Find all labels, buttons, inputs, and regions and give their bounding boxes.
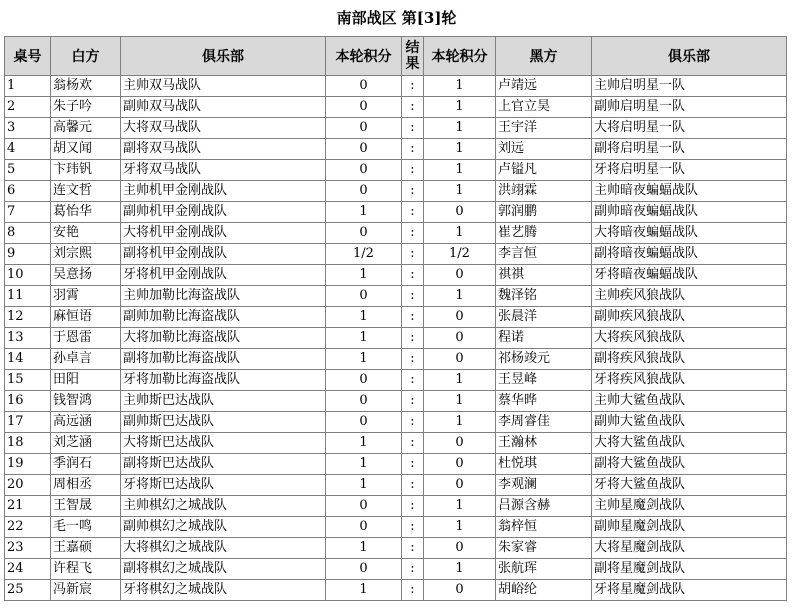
table-row bbox=[5, 223, 787, 244]
cell-white-score: 0 bbox=[326, 412, 402, 433]
cell-black-score: 0 bbox=[424, 454, 496, 475]
header-score-black: 本轮积分 bbox=[424, 37, 496, 76]
cell-white-player: 于恩雷 bbox=[51, 328, 121, 349]
header-white: 白方 bbox=[51, 37, 121, 76]
cell-black-score: 1 bbox=[424, 118, 496, 139]
cell-white-club: 副将斯巴达战队 bbox=[121, 454, 326, 475]
cell-black-score: 0 bbox=[424, 307, 496, 328]
cell-white-club: 副将棋幻之城战队 bbox=[121, 559, 326, 580]
cell-board: 21 bbox=[5, 496, 51, 517]
cell-result-sep: : bbox=[402, 202, 424, 223]
cell-white-club: 牙将棋幻之城战队 bbox=[121, 580, 326, 601]
table-row bbox=[5, 328, 787, 349]
cell-black-club: 大将暗夜蝙蝠战队 bbox=[592, 223, 787, 244]
cell-black-club: 副将星魔剑战队 bbox=[592, 559, 787, 580]
cell-black-club: 主帅启明星一队 bbox=[592, 76, 787, 97]
cell-black-player: 祁杨竣元 bbox=[496, 349, 592, 370]
cell-black-club: 主帅疾风狼战队 bbox=[592, 286, 787, 307]
cell-white-player: 季润石 bbox=[51, 454, 121, 475]
cell-result-sep: : bbox=[402, 139, 424, 160]
cell-black-score: 0 bbox=[424, 202, 496, 223]
cell-board: 12 bbox=[5, 307, 51, 328]
cell-black-score: 1 bbox=[424, 160, 496, 181]
cell-black-player: 刘远 bbox=[496, 139, 592, 160]
cell-black-club: 大将疾风狼战队 bbox=[592, 328, 787, 349]
table-row bbox=[5, 76, 787, 97]
cell-black-club: 牙将启明星一队 bbox=[592, 160, 787, 181]
cell-white-player: 胡又闻 bbox=[51, 139, 121, 160]
cell-white-club: 大将斯巴达战队 bbox=[121, 433, 326, 454]
table-row bbox=[5, 391, 787, 412]
header-black: 黑方 bbox=[496, 37, 592, 76]
cell-white-player: 冯新宸 bbox=[51, 580, 121, 601]
table-row bbox=[5, 454, 787, 475]
cell-result-sep: : bbox=[402, 559, 424, 580]
cell-board: 2 bbox=[5, 97, 51, 118]
cell-board: 17 bbox=[5, 412, 51, 433]
header-club-white: 俱乐部 bbox=[121, 37, 326, 76]
header-score-white: 本轮积分 bbox=[326, 37, 402, 76]
cell-white-player: 田阳 bbox=[51, 370, 121, 391]
cell-white-player: 朱子吟 bbox=[51, 97, 121, 118]
cell-result-sep: : bbox=[402, 538, 424, 559]
cell-white-player: 许程飞 bbox=[51, 559, 121, 580]
cell-board: 16 bbox=[5, 391, 51, 412]
cell-white-score: 1 bbox=[326, 580, 402, 601]
cell-white-player: 羽霄 bbox=[51, 286, 121, 307]
cell-board: 11 bbox=[5, 286, 51, 307]
table-row bbox=[5, 433, 787, 454]
cell-white-score: 0 bbox=[326, 139, 402, 160]
cell-black-club: 副帅大鲨鱼战队 bbox=[592, 412, 787, 433]
cell-black-player: 胡峪纶 bbox=[496, 580, 592, 601]
cell-board: 19 bbox=[5, 454, 51, 475]
cell-white-club: 牙将斯巴达战队 bbox=[121, 475, 326, 496]
cell-board: 5 bbox=[5, 160, 51, 181]
cell-white-score: 1 bbox=[326, 349, 402, 370]
cell-white-club: 副帅加勒比海盗战队 bbox=[121, 307, 326, 328]
cell-black-player: 上官立昊 bbox=[496, 97, 592, 118]
table-row bbox=[5, 538, 787, 559]
cell-black-club: 大将大鲨鱼战队 bbox=[592, 433, 787, 454]
cell-white-score: 0 bbox=[326, 223, 402, 244]
cell-black-club: 牙将大鲨鱼战队 bbox=[592, 475, 787, 496]
cell-white-club: 大将双马战队 bbox=[121, 118, 326, 139]
cell-black-player: 王昱峰 bbox=[496, 370, 592, 391]
cell-white-club: 副帅机甲金刚战队 bbox=[121, 202, 326, 223]
cell-black-score: 0 bbox=[424, 433, 496, 454]
cell-result-sep: : bbox=[402, 265, 424, 286]
cell-board: 25 bbox=[5, 580, 51, 601]
cell-white-score: 0 bbox=[326, 181, 402, 202]
table-row bbox=[5, 160, 787, 181]
cell-result-sep: : bbox=[402, 580, 424, 601]
cell-black-club: 副将大鲨鱼战队 bbox=[592, 454, 787, 475]
cell-black-club: 大将星魔剑战队 bbox=[592, 538, 787, 559]
cell-white-score: 1 bbox=[326, 202, 402, 223]
table-row bbox=[5, 286, 787, 307]
table-row bbox=[5, 181, 787, 202]
cell-white-player: 刘芝涵 bbox=[51, 433, 121, 454]
cell-white-club: 主帅双马战队 bbox=[121, 76, 326, 97]
cell-board: 23 bbox=[5, 538, 51, 559]
cell-white-club: 大将机甲金刚战队 bbox=[121, 223, 326, 244]
cell-black-player: 杜悦琪 bbox=[496, 454, 592, 475]
cell-white-score: 0 bbox=[326, 370, 402, 391]
header-club-black: 俱乐部 bbox=[592, 37, 787, 76]
cell-white-club: 牙将双马战队 bbox=[121, 160, 326, 181]
cell-black-club: 副帅暗夜蝙蝠战队 bbox=[592, 202, 787, 223]
cell-result-sep: : bbox=[402, 76, 424, 97]
cell-white-player: 高馨元 bbox=[51, 118, 121, 139]
cell-white-score: 1 bbox=[326, 265, 402, 286]
cell-result-sep: : bbox=[402, 307, 424, 328]
table-row bbox=[5, 265, 787, 286]
cell-white-player: 连文哲 bbox=[51, 181, 121, 202]
cell-black-score: 0 bbox=[424, 538, 496, 559]
cell-result-sep: : bbox=[402, 160, 424, 181]
header-result-line2: 果 bbox=[405, 56, 420, 72]
cell-black-player: 郭润鹏 bbox=[496, 202, 592, 223]
page-title: 南部战区 第[3]轮 bbox=[336, 9, 457, 27]
cell-result-sep: : bbox=[402, 286, 424, 307]
cell-white-club: 副帅棋幻之城战队 bbox=[121, 517, 326, 538]
cell-white-score: 1/2 bbox=[326, 244, 402, 265]
cell-white-club: 主帅机甲金刚战队 bbox=[121, 181, 326, 202]
cell-white-score: 1 bbox=[326, 454, 402, 475]
cell-result-sep: : bbox=[402, 412, 424, 433]
cell-result-sep: : bbox=[402, 118, 424, 139]
cell-white-player: 吴意扬 bbox=[51, 265, 121, 286]
cell-white-club: 牙将机甲金刚战队 bbox=[121, 265, 326, 286]
cell-black-player: 王宇洋 bbox=[496, 118, 592, 139]
cell-black-player: 李言恒 bbox=[496, 244, 592, 265]
table-row bbox=[5, 202, 787, 223]
cell-board: 20 bbox=[5, 475, 51, 496]
cell-white-score: 0 bbox=[326, 76, 402, 97]
cell-result-sep: : bbox=[402, 97, 424, 118]
cell-white-club: 大将棋幻之城战队 bbox=[121, 538, 326, 559]
cell-result-sep: : bbox=[402, 349, 424, 370]
cell-white-player: 王嘉硕 bbox=[51, 538, 121, 559]
cell-white-player: 卞玮钒 bbox=[51, 160, 121, 181]
cell-result-sep: : bbox=[402, 475, 424, 496]
cell-black-player: 王瀚林 bbox=[496, 433, 592, 454]
cell-white-score: 0 bbox=[326, 97, 402, 118]
cell-board: 6 bbox=[5, 181, 51, 202]
cell-black-player: 张航珲 bbox=[496, 559, 592, 580]
cell-black-club: 牙将星魔剑战队 bbox=[592, 580, 787, 601]
cell-black-score: 1 bbox=[424, 412, 496, 433]
cell-black-club: 副帅启明星一队 bbox=[592, 97, 787, 118]
cell-black-player: 张晨洋 bbox=[496, 307, 592, 328]
cell-black-score: 1/2 bbox=[424, 244, 496, 265]
cell-black-score: 1 bbox=[424, 559, 496, 580]
cell-board: 4 bbox=[5, 139, 51, 160]
cell-black-score: 1 bbox=[424, 97, 496, 118]
cell-black-score: 0 bbox=[424, 328, 496, 349]
cell-board: 3 bbox=[5, 118, 51, 139]
cell-white-player: 孙卓言 bbox=[51, 349, 121, 370]
cell-white-club: 牙将加勒比海盗战队 bbox=[121, 370, 326, 391]
cell-black-score: 1 bbox=[424, 139, 496, 160]
cell-black-player: 蔡华晔 bbox=[496, 391, 592, 412]
cell-result-sep: : bbox=[402, 181, 424, 202]
cell-black-score: 0 bbox=[424, 265, 496, 286]
table-row bbox=[5, 475, 787, 496]
cell-white-club: 副将机甲金刚战队 bbox=[121, 244, 326, 265]
cell-white-player: 钱智鸿 bbox=[51, 391, 121, 412]
cell-black-player: 洪翊霖 bbox=[496, 181, 592, 202]
cell-result-sep: : bbox=[402, 496, 424, 517]
cell-black-club: 副帅疾风狼战队 bbox=[592, 307, 787, 328]
cell-board: 8 bbox=[5, 223, 51, 244]
table-row bbox=[5, 517, 787, 538]
cell-black-player: 卢镒凡 bbox=[496, 160, 592, 181]
cell-black-club: 牙将暗夜蝙蝠战队 bbox=[592, 265, 787, 286]
cell-black-club: 主帅星魔剑战队 bbox=[592, 496, 787, 517]
table-row bbox=[5, 118, 787, 139]
cell-black-player: 翁梓恒 bbox=[496, 517, 592, 538]
cell-white-score: 1 bbox=[326, 433, 402, 454]
cell-result-sep: : bbox=[402, 517, 424, 538]
cell-white-club: 副将加勒比海盗战队 bbox=[121, 349, 326, 370]
cell-board: 7 bbox=[5, 202, 51, 223]
table-row bbox=[5, 244, 787, 265]
table-row bbox=[5, 349, 787, 370]
cell-white-score: 0 bbox=[326, 496, 402, 517]
cell-black-player: 祺祺 bbox=[496, 265, 592, 286]
cell-black-score: 1 bbox=[424, 76, 496, 97]
cell-white-score: 0 bbox=[326, 559, 402, 580]
cell-result-sep: : bbox=[402, 370, 424, 391]
table-row bbox=[5, 580, 787, 601]
table-row bbox=[5, 139, 787, 160]
cell-white-score: 0 bbox=[326, 286, 402, 307]
cell-white-club: 大将加勒比海盗战队 bbox=[121, 328, 326, 349]
cell-board: 18 bbox=[5, 433, 51, 454]
cell-white-player: 葛怡华 bbox=[51, 202, 121, 223]
table-row bbox=[5, 307, 787, 328]
cell-black-player: 李周睿佳 bbox=[496, 412, 592, 433]
cell-white-score: 1 bbox=[326, 538, 402, 559]
cell-white-player: 麻恒语 bbox=[51, 307, 121, 328]
cell-black-score: 1 bbox=[424, 223, 496, 244]
cell-result-sep: : bbox=[402, 433, 424, 454]
cell-result-sep: : bbox=[402, 391, 424, 412]
cell-black-club: 副将疾风狼战队 bbox=[592, 349, 787, 370]
cell-black-player: 崔艺腾 bbox=[496, 223, 592, 244]
cell-black-player: 魏泽铭 bbox=[496, 286, 592, 307]
cell-black-player: 吕源含赫 bbox=[496, 496, 592, 517]
cell-black-score: 0 bbox=[424, 349, 496, 370]
cell-white-club: 主帅棋幻之城战队 bbox=[121, 496, 326, 517]
cell-black-player: 卢靖远 bbox=[496, 76, 592, 97]
cell-white-club: 副将双马战队 bbox=[121, 139, 326, 160]
table-row bbox=[5, 370, 787, 391]
cell-black-club: 主帅暗夜蝙蝠战队 bbox=[592, 181, 787, 202]
cell-white-player: 高远涵 bbox=[51, 412, 121, 433]
cell-black-player: 程诺 bbox=[496, 328, 592, 349]
cell-white-score: 0 bbox=[326, 118, 402, 139]
cell-result-sep: : bbox=[402, 223, 424, 244]
cell-white-club: 主帅斯巴达战队 bbox=[121, 391, 326, 412]
cell-white-player: 翁杨欢 bbox=[51, 76, 121, 97]
cell-white-score: 1 bbox=[326, 328, 402, 349]
cell-white-player: 毛一鸣 bbox=[51, 517, 121, 538]
cell-black-club: 副帅星魔剑战队 bbox=[592, 517, 787, 538]
cell-board: 10 bbox=[5, 265, 51, 286]
cell-board: 15 bbox=[5, 370, 51, 391]
cell-board: 13 bbox=[5, 328, 51, 349]
cell-black-player: 朱家睿 bbox=[496, 538, 592, 559]
cell-white-score: 0 bbox=[326, 391, 402, 412]
cell-black-club: 牙将疾风狼战队 bbox=[592, 370, 787, 391]
cell-black-club: 副将暗夜蝙蝠战队 bbox=[592, 244, 787, 265]
header-result bbox=[402, 37, 424, 76]
cell-black-score: 1 bbox=[424, 391, 496, 412]
header-board: 桌号 bbox=[5, 37, 51, 76]
cell-result-sep: : bbox=[402, 328, 424, 349]
table-row bbox=[5, 559, 787, 580]
cell-white-player: 刘宗熙 bbox=[51, 244, 121, 265]
cell-white-player: 王智晟 bbox=[51, 496, 121, 517]
cell-result-sep: : bbox=[402, 454, 424, 475]
cell-board: 22 bbox=[5, 517, 51, 538]
cell-white-club: 主帅加勒比海盗战队 bbox=[121, 286, 326, 307]
cell-board: 9 bbox=[5, 244, 51, 265]
cell-board: 14 bbox=[5, 349, 51, 370]
cell-black-club: 副将启明星一队 bbox=[592, 139, 787, 160]
cell-white-player: 周相丞 bbox=[51, 475, 121, 496]
cell-black-club: 主帅大鲨鱼战队 bbox=[592, 391, 787, 412]
header-row bbox=[5, 37, 787, 76]
cell-white-club: 副帅双马战队 bbox=[121, 97, 326, 118]
cell-black-score: 1 bbox=[424, 370, 496, 391]
cell-white-score: 1 bbox=[326, 475, 402, 496]
cell-board: 1 bbox=[5, 76, 51, 97]
cell-white-player: 安艳 bbox=[51, 223, 121, 244]
cell-result-sep: : bbox=[402, 244, 424, 265]
table-row bbox=[5, 496, 787, 517]
table-row bbox=[5, 412, 787, 433]
cell-black-score: 0 bbox=[424, 580, 496, 601]
cell-black-player: 李观澜 bbox=[496, 475, 592, 496]
pairings-table bbox=[4, 36, 787, 601]
cell-black-score: 0 bbox=[424, 475, 496, 496]
cell-board: 24 bbox=[5, 559, 51, 580]
cell-black-score: 1 bbox=[424, 517, 496, 538]
header-result-line1: 结 bbox=[405, 40, 420, 56]
cell-white-club: 副帅斯巴达战队 bbox=[121, 412, 326, 433]
table-body bbox=[5, 76, 787, 601]
table-row bbox=[5, 97, 787, 118]
cell-black-score: 1 bbox=[424, 286, 496, 307]
cell-white-score: 0 bbox=[326, 517, 402, 538]
cell-white-score: 1 bbox=[326, 307, 402, 328]
cell-black-club: 大将启明星一队 bbox=[592, 118, 787, 139]
cell-black-score: 1 bbox=[424, 496, 496, 517]
cell-black-score: 1 bbox=[424, 181, 496, 202]
cell-white-score: 0 bbox=[326, 160, 402, 181]
